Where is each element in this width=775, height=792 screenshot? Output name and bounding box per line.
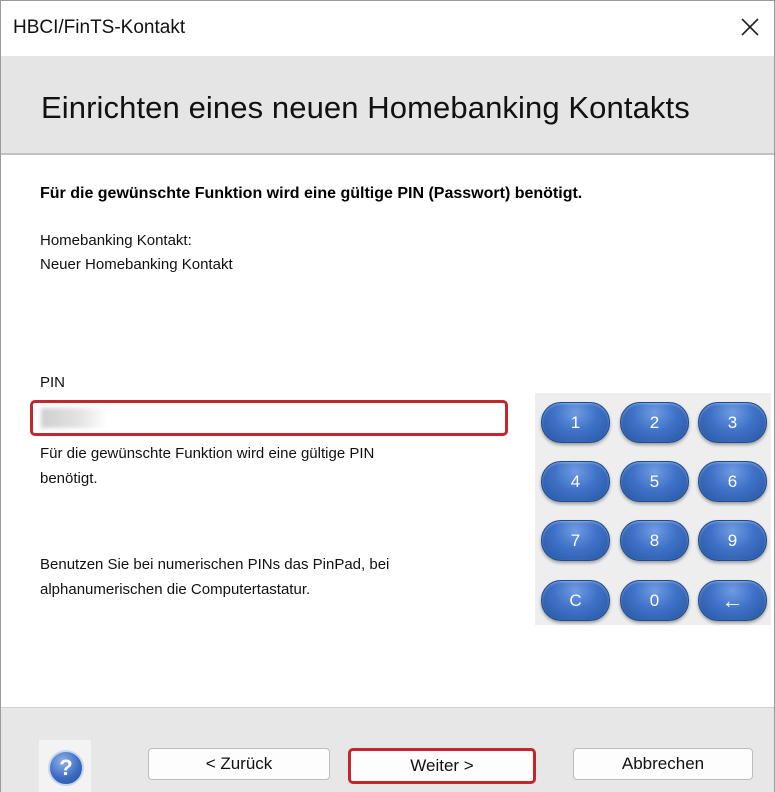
close-button[interactable] — [734, 11, 766, 43]
contact-label: Homebanking Kontakt: — [40, 232, 192, 249]
pin-input[interactable] — [30, 400, 508, 436]
instruction-heading: Für die gewünschte Funktion wird eine gültige PIN (Passwort) benötigt. — [40, 185, 583, 202]
wizard-title: Einrichten eines neuen Homebanking Kontakts — [41, 90, 690, 125]
next-button[interactable]: Weiter > — [348, 748, 536, 784]
pin-label: PIN — [40, 374, 66, 391]
pinpad-hint-line2: alphanumerischen die Computertastatur. — [40, 581, 311, 598]
window-title: HBCI/FinTS-Kontakt — [13, 17, 186, 38]
pinpad-key-9[interactable]: 9 — [698, 520, 767, 561]
pinpad-key-4[interactable]: 4 — [541, 461, 610, 502]
pinpad-key-backspace[interactable]: ← — [698, 580, 767, 621]
wizard-footer — [1, 707, 774, 792]
pinpad-key-3[interactable]: 3 — [698, 402, 767, 443]
pinpad-key-8[interactable]: 8 — [620, 520, 689, 561]
pinpad-hint-line1: Benutzen Sie bei numerischen PINs das PinPad, bei — [40, 556, 390, 573]
pin-masked-value — [41, 408, 107, 428]
pinpad-key-7[interactable]: 7 — [541, 520, 610, 561]
wizard-content — [1, 155, 774, 707]
pinpad-key-0[interactable]: 0 — [620, 580, 689, 621]
pinpad-key-6[interactable]: 6 — [698, 461, 767, 502]
pinpad-key-1[interactable]: 1 — [541, 402, 610, 443]
pin-hint-line2: benötigt. — [40, 470, 98, 487]
pinpad-key-2[interactable]: 2 — [620, 402, 689, 443]
back-button[interactable]: < Zurück — [148, 748, 330, 780]
pinpad-key-clear[interactable]: C — [541, 580, 610, 621]
wizard-header — [1, 56, 774, 155]
cancel-button[interactable]: Abbrechen — [573, 748, 753, 780]
pinpad-key-5[interactable]: 5 — [620, 461, 689, 502]
pinpad — [535, 393, 771, 625]
help-button[interactable] — [39, 740, 91, 792]
title-bar — [1, 1, 774, 56]
close-icon — [734, 11, 766, 43]
contact-value: Neuer Homebanking Kontakt — [40, 256, 233, 273]
pin-hint-line1: Für die gewünschte Funktion wird eine gültige PIN — [40, 445, 375, 462]
help-icon: ? — [48, 750, 84, 786]
